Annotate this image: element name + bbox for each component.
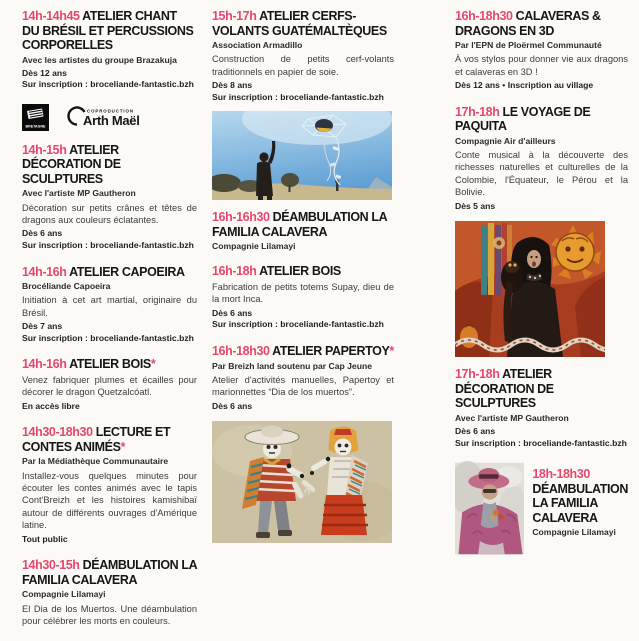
audience-line: Dès 6 ans xyxy=(22,228,63,239)
event-title: ATELIER BOIS xyxy=(259,264,341,279)
event-block xyxy=(212,264,394,331)
audience-line: Dès 6 ans xyxy=(455,425,496,436)
event-title: ATELIER PAPERTOY xyxy=(272,344,390,359)
event-time: 18h-18h30 xyxy=(532,467,590,482)
event-description: Conte musical à la découverte des richesses naturelles et culturelles de la Colombie, l'Équateur, le Pérou et la Bolivie. xyxy=(455,149,628,198)
arth-mael-wordmark: Arth Maël xyxy=(83,112,140,128)
audience-line: Dès 12 ans • Inscription au village xyxy=(455,80,594,91)
event-time: 17h-18h xyxy=(455,367,500,382)
event-block xyxy=(455,105,628,213)
organizer-line: Compagnie Lilamayi xyxy=(212,241,296,252)
event-block xyxy=(22,9,197,91)
organizer-line: Par Breizh land soutenu par Cap Jeune xyxy=(212,360,372,371)
organizer-line: Compagnie Lilamayi xyxy=(22,589,106,600)
event-heading xyxy=(22,265,197,280)
event-time: 16h-18h xyxy=(212,264,257,279)
event-heading xyxy=(22,143,197,187)
footnote-asterisk: * xyxy=(389,344,394,359)
kite-photo xyxy=(212,111,392,200)
event-block xyxy=(455,9,628,92)
event-title: DÉAMBULATION LA FAMILIA CALAVERA xyxy=(212,210,387,239)
program-column-middle xyxy=(212,9,394,553)
event-time: 15h-17h xyxy=(212,9,257,23)
event-block-with-photo xyxy=(455,457,628,560)
inscription-line: Sur inscription : broceliande-fantastic.bzh xyxy=(212,319,384,330)
event-title: LE VOYAGE DE PAQUITA xyxy=(455,104,591,134)
partner-logos xyxy=(22,104,197,131)
audience-line: Dès 5 ans xyxy=(455,200,496,211)
program-column-right xyxy=(455,9,628,560)
organizer-line: Association Armadillo xyxy=(212,40,303,50)
audience-line: Dès 6 ans xyxy=(212,307,253,318)
event-title: LECTURE ET CONTES ANIMÉS xyxy=(22,425,171,454)
event-description: Initiation à cet art martial, originaire du Brésil. xyxy=(22,295,197,318)
inscription-line: Sur inscription : broceliande-fantastic.bzh xyxy=(212,91,384,102)
footnote-asterisk: * xyxy=(150,357,156,372)
event-title: CALAVERAS & DRAGONS EN 3D xyxy=(455,9,601,38)
event-heading xyxy=(212,210,394,239)
arth-mael-coproduction-logo xyxy=(57,104,153,131)
bretagne-logo-icon xyxy=(22,104,49,131)
audience-line: Tout public xyxy=(22,533,68,544)
event-title: ATELIER BOIS xyxy=(69,357,151,372)
audience-line: Dès 7 ans xyxy=(22,321,63,332)
event-heading xyxy=(455,9,628,38)
footnote-asterisk: * xyxy=(120,439,125,454)
event-heading xyxy=(532,467,628,525)
event-time: 16h-18h30 xyxy=(455,9,513,23)
audience-line: Dès 12 ans xyxy=(22,67,67,78)
event-time: 14h-14h45 xyxy=(22,9,80,23)
event-description: Atelier d'activités manuelles, Papertoy et marionnettes “Dia de los muertos”. xyxy=(212,374,394,398)
organizer-line: Avec l'artiste MP Gautheron xyxy=(455,412,569,423)
event-time: 14h-15h xyxy=(22,142,67,157)
event-heading xyxy=(22,9,197,53)
event-description: Construction de petits cerf-volants traditionnels en papier de soie. xyxy=(212,54,394,77)
organizer-line: Avec l'artiste MP Gautheron xyxy=(22,188,136,199)
event-heading xyxy=(455,367,628,411)
event-description: Venez fabriquer plumes et écailles pour décorer le dragon Quetzalcóatl. xyxy=(22,374,197,398)
event-heading xyxy=(22,558,197,587)
program-column-left xyxy=(22,9,197,641)
audience-line: En accès libre xyxy=(22,400,80,411)
bretagne-logo-label: BRETAGNE xyxy=(25,124,46,129)
inscription-line: Sur inscription : broceliande-fantastic.bzh xyxy=(22,240,194,251)
event-title: ATELIER CERFS-VOLANTS GUATÉMALTÈQUES xyxy=(212,9,387,38)
inscription-line: Sur inscription : broceliande-fantastic.bzh xyxy=(22,332,194,343)
event-title: DÉAMBULATION LA FAMILIA CALAVERA xyxy=(22,558,197,587)
event-block xyxy=(455,367,628,449)
event-block xyxy=(22,265,197,345)
event-heading xyxy=(212,9,394,38)
event-block xyxy=(22,425,197,545)
inscription-line: Sur inscription : broceliande-fantastic.bzh xyxy=(22,79,194,90)
audience-line: Dès 6 ans xyxy=(212,400,253,411)
event-title: DÉAMBULATION LA FAMILIA CALAVERA xyxy=(532,481,628,525)
event-block xyxy=(22,357,197,412)
event-heading xyxy=(212,344,394,359)
organizer-line: Brocéliande Capoeira xyxy=(22,281,111,292)
organizer-line: Compagnie Lilamayi xyxy=(532,527,616,538)
event-time: 16h-18h30 xyxy=(212,344,270,359)
pink-costume-photo xyxy=(455,457,524,560)
event-title: ATELIER CHANT DU BRÉSIL ET PERCUSSIONS CORPORELLES xyxy=(22,9,194,52)
event-block xyxy=(212,210,394,252)
event-title: ATELIER DÉCORATION DE SCULPTURES xyxy=(22,142,121,186)
event-block xyxy=(212,344,394,412)
event-description: El Dia de los Muertos. Une déambulation pour célébrer les morts en couleurs. xyxy=(22,603,197,627)
paquita-show-photo xyxy=(455,221,605,357)
event-time: 16h-16h30 xyxy=(212,210,270,225)
event-block xyxy=(22,558,197,627)
event-title: ATELIER CAPOEIRA xyxy=(69,264,185,279)
event-time: 14h-16h xyxy=(22,264,67,279)
event-heading xyxy=(212,264,394,279)
event-heading xyxy=(22,357,197,372)
organizer-line: Avec les artistes du groupe Brazakuja xyxy=(22,54,177,65)
event-title: ATELIER DÉCORATION DE SCULPTURES xyxy=(455,367,554,411)
event-time: 14h-16h xyxy=(22,357,67,372)
event-time: 14h30-18h30 xyxy=(22,425,93,440)
event-description: Fabrication de petits totems Supay, dieu de la mort Inca. xyxy=(212,281,394,305)
event-block xyxy=(22,143,197,252)
coproduction-label: COPRODUCTION xyxy=(87,108,134,114)
audience-line: Dès 8 ans xyxy=(212,80,253,91)
event-description: À vos stylos pour donner vie aux dragons et calaveras en 3D ! xyxy=(455,54,628,77)
event-description: Installez-vous quelques minutes pour écouter les contes animés avec le tapis Cont'Breizh et les histoires kamishibaï autour de différents ouvrages d'Amérique latine. xyxy=(22,470,197,531)
event-time: 14h30-15h xyxy=(22,558,80,573)
event-block xyxy=(532,457,628,538)
organizer-line: Par l'EPN de Ploërmel Communauté xyxy=(455,40,602,50)
skeleton-puppets-photo xyxy=(212,421,392,543)
event-time: 17h-18h xyxy=(455,104,500,119)
event-description: Décoration sur petits crânes et têtes de dragons aux couleurs éclatantes. xyxy=(22,202,197,225)
organizer-line: Par la Médiathèque Communautaire xyxy=(22,456,169,467)
event-heading xyxy=(455,105,628,134)
inscription-line: Sur inscription : broceliande-fantastic.bzh xyxy=(455,437,627,448)
event-block xyxy=(212,9,394,103)
organizer-line: Compagnie Air d'ailleurs xyxy=(455,135,556,146)
event-heading xyxy=(22,425,197,454)
